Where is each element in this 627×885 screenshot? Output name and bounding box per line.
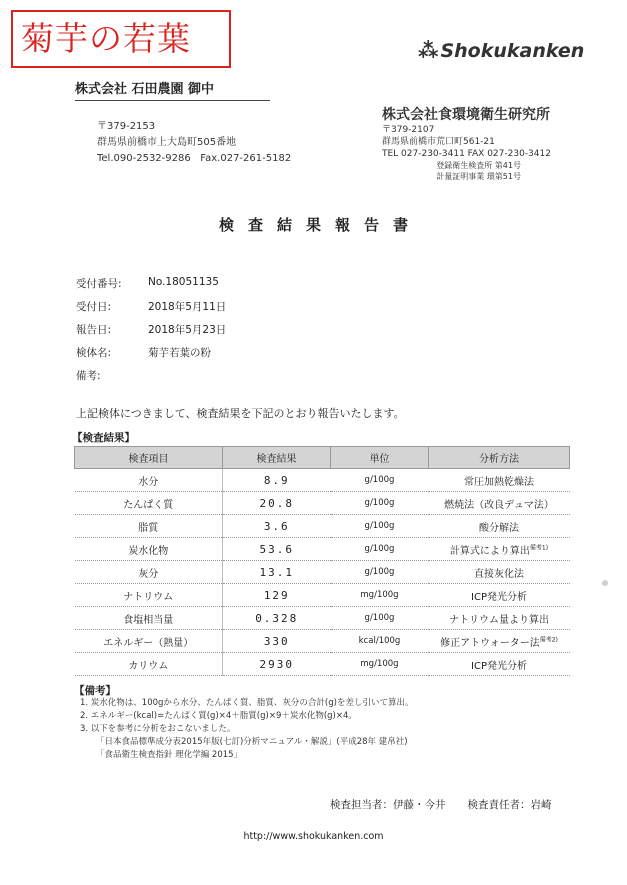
result-unit: mg/100g bbox=[331, 653, 429, 676]
logo-text: Shokukanken bbox=[440, 40, 585, 62]
notes-title: 【備考】 bbox=[74, 685, 116, 697]
method-text: 酸分解法 bbox=[479, 522, 519, 534]
note-reference-2: 「食品衛生検査指針 理化学編 2015」 bbox=[96, 750, 243, 760]
result-item: 炭水化物 bbox=[75, 538, 223, 561]
result-unit: g/100g bbox=[331, 607, 429, 630]
lab-name: 株式会社食環境衛生研究所 bbox=[382, 107, 550, 123]
website-url: http://www.shokukanken.com bbox=[243, 831, 384, 842]
method-text: 修正アトウォーター法 bbox=[440, 637, 540, 649]
result-method bbox=[429, 469, 570, 492]
sender-tel: Tel.090-2532-9286 bbox=[97, 153, 191, 164]
lab-cert-1: 登録衛生検査所 第41号 bbox=[436, 161, 521, 170]
method-text: 燃焼法（改良デュマ法） bbox=[444, 499, 554, 511]
lab-tel-fax: TEL 027-230-3411 FAX 027-230-3412 bbox=[382, 149, 551, 159]
meta-label: 備考: bbox=[76, 370, 101, 382]
result-item: 食塩相当量 bbox=[75, 607, 223, 630]
method-text: ナトリウム量より算出 bbox=[449, 614, 549, 626]
header-unit: 単位 bbox=[331, 447, 429, 469]
note-line-1: 1. 炭水化物は、100gから水分、たんぱく質、脂質、灰分の合計(g)を差し引いて算出。 bbox=[80, 698, 414, 708]
header-item: 検査項目 bbox=[75, 447, 223, 469]
lab-cert-2: 計量証明事業 環第51号 bbox=[436, 172, 521, 181]
meta-label: 受付番号: bbox=[76, 278, 122, 290]
result-item: カリウム bbox=[75, 653, 223, 676]
meta-row-remarks bbox=[76, 368, 226, 391]
result-method bbox=[429, 630, 570, 653]
meta-value: No.18051135 bbox=[148, 276, 219, 288]
lab-address: 群馬県前橋市荒口町561-21 bbox=[382, 137, 495, 147]
result-value: 8.9 bbox=[223, 469, 331, 492]
result-unit: kcal/100g bbox=[331, 630, 429, 653]
result-item: ナトリウム bbox=[75, 584, 223, 607]
responsible-person: 検査責任者：岩崎 bbox=[467, 799, 552, 811]
result-unit: g/100g bbox=[331, 492, 429, 515]
table-row bbox=[75, 607, 570, 630]
result-item: 水分 bbox=[75, 469, 223, 492]
result-unit: g/100g bbox=[331, 538, 429, 561]
meta-row-receipt-date bbox=[76, 299, 226, 322]
result-unit: g/100g bbox=[331, 515, 429, 538]
note-reference: 備考2) bbox=[539, 636, 558, 644]
result-method bbox=[429, 607, 570, 630]
table-row bbox=[75, 492, 570, 515]
meta-row-receipt-no bbox=[76, 276, 226, 299]
meta-row-report-date bbox=[76, 322, 226, 345]
note-line-3: 3. 以下を参考に分析をおこないました。 bbox=[80, 724, 236, 734]
notes bbox=[80, 697, 413, 762]
header-value: 検査結果 bbox=[223, 447, 331, 469]
result-method bbox=[429, 492, 570, 515]
report-meta bbox=[76, 276, 226, 391]
report-title: 検査結果報告書 bbox=[218, 216, 422, 234]
sender-info bbox=[97, 119, 291, 167]
result-method bbox=[429, 561, 570, 584]
method-text: 直接灰化法 bbox=[474, 568, 524, 580]
result-value: 330 bbox=[223, 630, 331, 653]
table-row bbox=[75, 584, 570, 607]
result-item: 灰分 bbox=[75, 561, 223, 584]
lab-postal: 〒379-2107 bbox=[382, 125, 435, 135]
result-value: 3.6 bbox=[223, 515, 331, 538]
method-text: ICP発光分析 bbox=[471, 660, 527, 672]
note-reference: 備考1) bbox=[529, 544, 549, 552]
meta-value: 2018年5月11日 bbox=[148, 301, 227, 313]
result-value: 0.328 bbox=[223, 607, 331, 630]
meta-label: 報告日: bbox=[76, 324, 112, 336]
meta-row-sample bbox=[76, 345, 226, 368]
result-unit: g/100g bbox=[331, 561, 429, 584]
result-value: 20.8 bbox=[223, 492, 331, 515]
logo-mark-icon: ⁂ bbox=[418, 38, 439, 62]
sender-postal: 〒379-2153 bbox=[97, 121, 156, 132]
page-title: 菊芋の若葉 bbox=[11, 10, 231, 68]
result-item: たんぱく質 bbox=[75, 492, 223, 515]
addressee: 株式会社 石田農園 御中 bbox=[75, 78, 270, 101]
header-method: 分析方法 bbox=[429, 447, 570, 469]
inspection-staff bbox=[330, 797, 574, 812]
result-item: エネルギー（熱量） bbox=[75, 630, 223, 653]
result-method bbox=[429, 538, 570, 561]
result-method bbox=[429, 515, 570, 538]
results-table bbox=[74, 446, 570, 676]
results-header-row bbox=[75, 447, 570, 469]
note-reference-1: 「日本食品標準成分表2015年版(七訂)分析マニュアル・解説」(平成28年 建帛社) bbox=[96, 737, 408, 747]
table-row bbox=[75, 469, 570, 492]
meta-label: 検体名: bbox=[76, 347, 112, 359]
sender-contact bbox=[97, 151, 291, 167]
results-title: 【検査結果】 bbox=[72, 432, 135, 444]
result-value: 2930 bbox=[223, 653, 331, 676]
meta-label: 受付日: bbox=[76, 301, 112, 313]
table-row bbox=[75, 561, 570, 584]
meta-value: 菊芋若葉の粉 bbox=[148, 347, 211, 359]
result-value: 129 bbox=[223, 584, 331, 607]
table-row bbox=[75, 538, 570, 561]
intro-text: 上記検体につきまして、検査結果を下記のとおり報告いたします。 bbox=[76, 407, 405, 420]
inspector: 検査担当者：伊藤・今井 bbox=[330, 799, 446, 811]
result-item: 脂質 bbox=[75, 515, 223, 538]
sender-address: 群馬県前橋市上大島町505番地 bbox=[97, 137, 237, 148]
meta-value: 2018年5月23日 bbox=[148, 324, 227, 336]
result-unit: mg/100g bbox=[331, 584, 429, 607]
scan-speck bbox=[602, 580, 608, 586]
result-method bbox=[429, 653, 570, 676]
method-text: 常圧加熱乾燥法 bbox=[464, 476, 534, 488]
company-logo bbox=[418, 38, 584, 62]
note-line-2: 2. エネルギー(kcal)=たんぱく質(g)×4＋脂質(g)×9＋炭水化物(g)×4。 bbox=[80, 711, 357, 721]
method-text: ICP発光分析 bbox=[471, 591, 527, 603]
lab-info bbox=[382, 106, 551, 182]
table-row bbox=[75, 515, 570, 538]
result-method bbox=[429, 584, 570, 607]
table-row bbox=[75, 630, 570, 653]
result-value: 13.1 bbox=[223, 561, 331, 584]
table-row bbox=[75, 653, 570, 676]
result-value: 53.6 bbox=[223, 538, 331, 561]
sender-fax: Fax.027-261-5182 bbox=[200, 153, 292, 164]
method-text: 計算式により算出 bbox=[449, 545, 530, 557]
result-unit: g/100g bbox=[331, 469, 429, 492]
results-body bbox=[75, 469, 570, 676]
